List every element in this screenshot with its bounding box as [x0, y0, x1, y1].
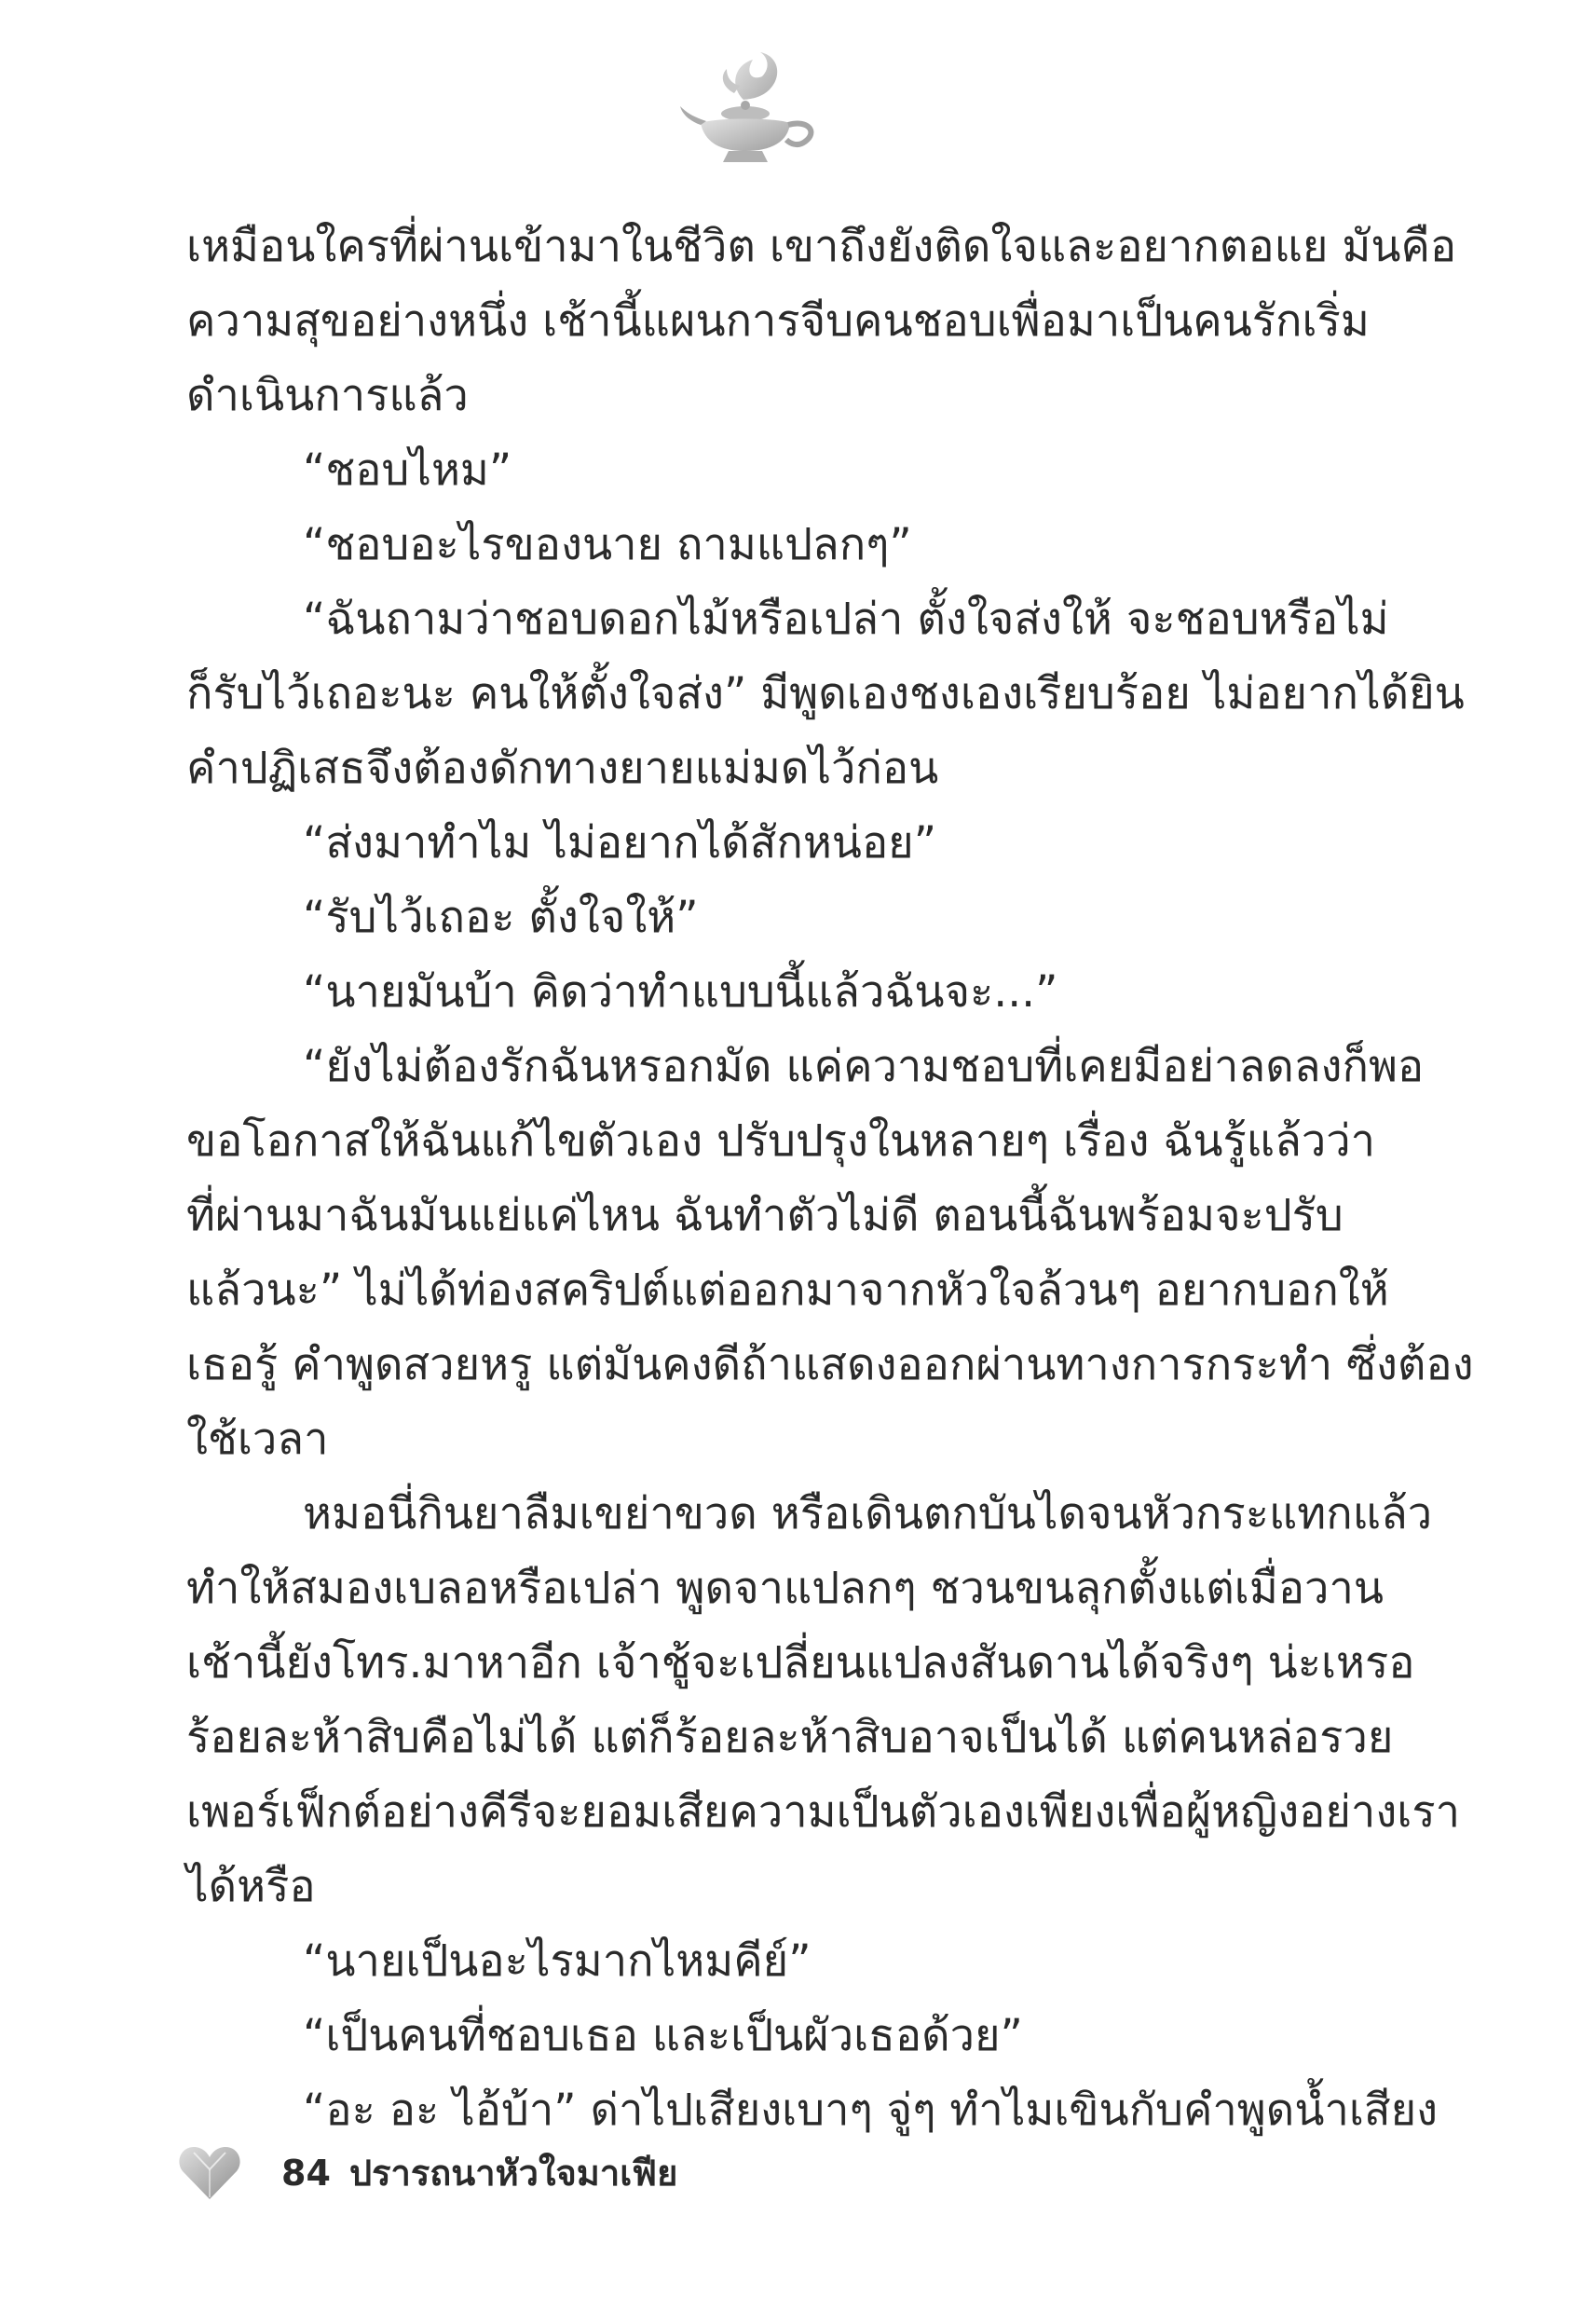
- text-line: เหมือนใครที่ผ่านเข้ามาในชีวิต เขาถึงยังติดใจและอยากตอแย มันคือ: [186, 221, 1457, 272]
- text-line: “นายมันบ้า คิดว่าทำแบบนี้แล้วฉันจะ...”: [303, 966, 1058, 1018]
- text-line: “ฉันถามว่าชอบดอกไม้หรือเปล่า ตั้งใจส่งให้ จะชอบหรือไม่: [303, 594, 1389, 645]
- text-line: “ยังไม่ต้องรักฉันหรอกมัด แค่ความชอบที่เคยมีอย่าลดลงก็พอ: [303, 1041, 1425, 1092]
- genie-lamp-icon: [678, 48, 827, 170]
- heart-icon: [177, 2143, 242, 2203]
- text-line: ทำให้สมองเบลอหรือเปล่า พูดจาแปลกๆ ชวนขนลุกตั้งแต่เมื่อวาน: [186, 1563, 1384, 1614]
- text-line: เธอรู้ คำพูดสวยหรู แต่มันคงดีถ้าแสดงออกผ่านทางการกระทำ ซึ่งต้อง: [186, 1339, 1474, 1390]
- text-line: เช้านี้ยังโทร.มาหาอีก เจ้าชู้จะเปลี่ยนแปลงสันดานได้จริงๆ น่ะเหรอ: [186, 1637, 1415, 1689]
- text-line: ดำเนินการแล้ว: [186, 370, 469, 421]
- page-number: 84: [281, 2153, 331, 2194]
- text-line: แล้วนะ” ไม่ได้ท่องสคริปต์แต่ออกมาจากหัวใจล้วนๆ อยากบอกให้: [186, 1265, 1389, 1316]
- text-line: “อะ อะ ไอ้บ้า” ด่าไปเสียงเบาๆ จู่ๆ ทำไมเขินกับคำพูดน้ำเสียง: [303, 2085, 1439, 2136]
- text-line: ใช้เวลา: [186, 1414, 329, 1465]
- book-title: ปรารถนาหัวใจมาเฟีย: [349, 2153, 678, 2194]
- text-line: ร้อยละห้าสิบคือไม่ได้ แต่ก็ร้อยละห้าสิบอาจเป็นได้ แต่คนหล่อรวย: [186, 1712, 1394, 1763]
- text-line: ที่ผ่านมาฉันมันแย่แค่ไหน ฉันทำตัวไม่ดี ตอนนี้ฉันพร้อมจะปรับ: [186, 1190, 1344, 1241]
- text-line: “ชอบไหม”: [303, 444, 512, 496]
- text-line: ได้หรือ: [186, 1861, 316, 1912]
- text-line: คำปฏิเสธจึงต้องดักทางยายแม่มดไว้ก่อน: [186, 743, 939, 794]
- text-line: “ชอบอะไรของนาย ถามแปลกๆ”: [303, 519, 912, 570]
- page-footer: [177, 2143, 1016, 2218]
- text-line: หมอนี่กินยาลืมเขย่าขวด หรือเดินตกบันไดจนหัวกระแทกแล้ว: [303, 1488, 1433, 1539]
- text-line: “ส่งมาทำไม ไม่อยากได้สักหน่อย”: [303, 817, 937, 868]
- text-line: “เป็นคนที่ชอบเธอ และเป็นผัวเธอด้วย”: [303, 2010, 1023, 2061]
- text-line: ความสุขอย่างหนึ่ง เช้านี้แผนการจีบคนชอบเพื่อมาเป็นคนรักเริ่ม: [186, 295, 1370, 347]
- body-text: [186, 210, 1474, 2148]
- text-line: เพอร์เฟ็กต์อย่างคีรีจะยอมเสียความเป็นตัวเองเพียงเพื่อผู้หญิงอย่างเรา: [186, 1786, 1460, 1838]
- text-line: ขอโอกาสให้ฉันแก้ไขตัวเอง ปรับปรุงในหลายๆ เรื่อง ฉันรู้แล้วว่า: [186, 1115, 1376, 1167]
- text-line: ก็รับไว้เถอะนะ คนให้ตั้งใจส่ง” มีพูดเองชงเองเรียบร้อย ไม่อยากได้ยิน: [186, 668, 1465, 719]
- text-line: “รับไว้เถอะ ตั้งใจให้”: [303, 892, 699, 943]
- text-line: “นายเป็นอะไรมากไหมคีย์”: [303, 1935, 812, 1987]
